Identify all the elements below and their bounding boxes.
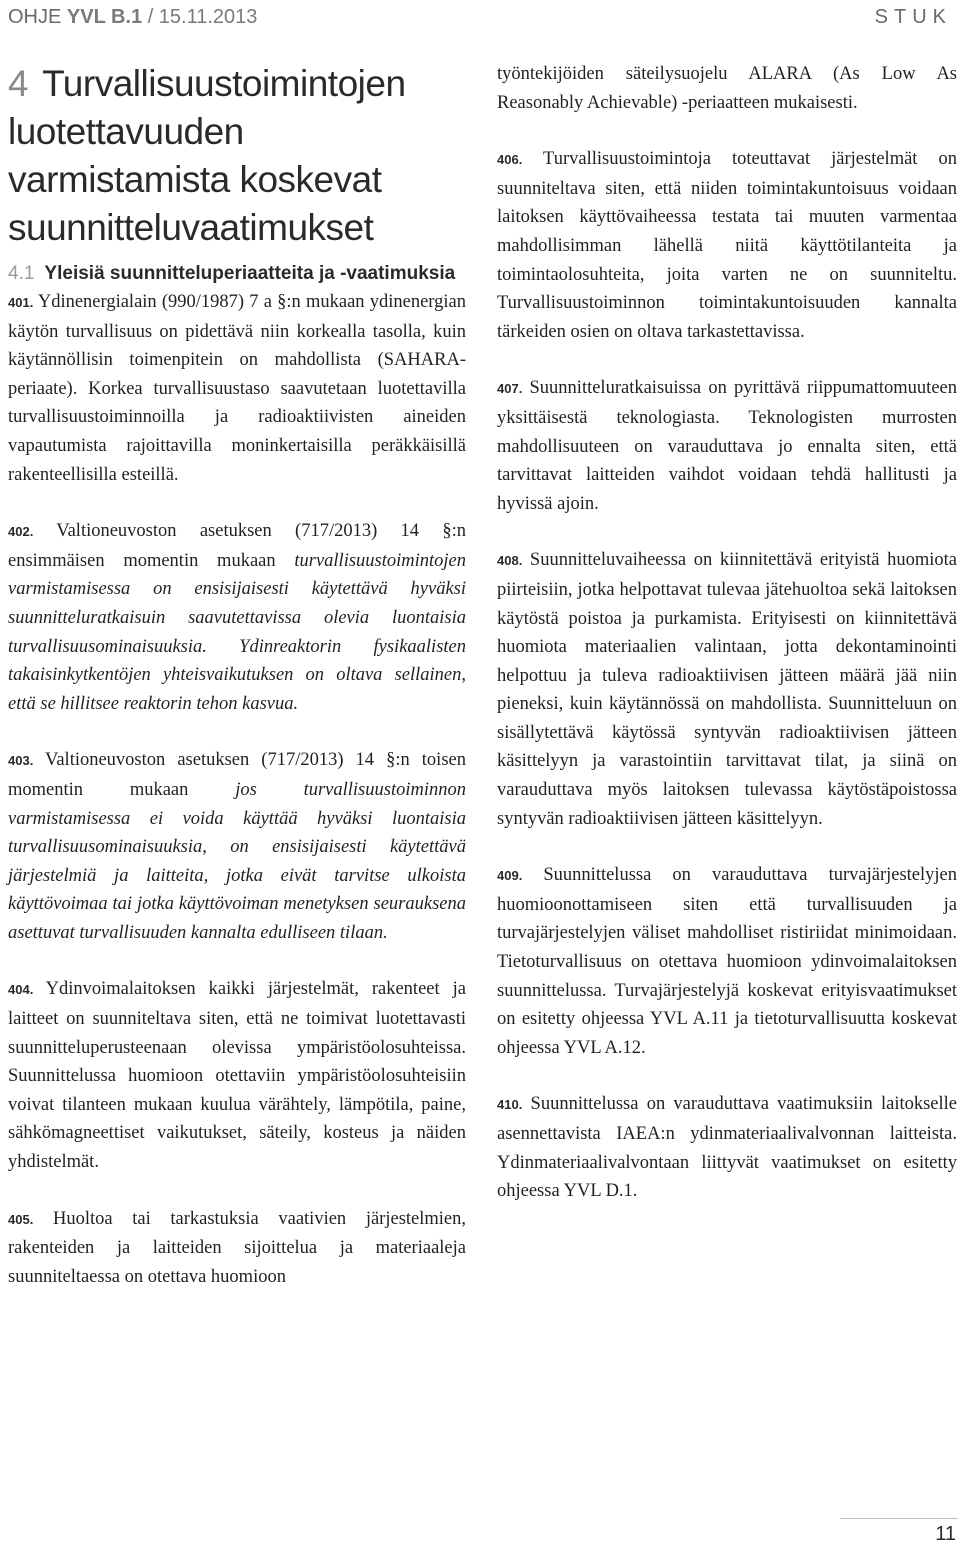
paragraph-407 [497, 374, 957, 518]
paragraph-text: Turvallisuustoimintoja toteuttavat järjestelmät on suunniteltava siten, että niiden toimintakuntoisuus voidaan laitoksen käyttövaiheessa testata tai muuten varmentaa mahdollisimman lähellä niitä käyttötilanteita ja toimintaolosuhteita, joita varten ne on suunniteltu. Turvallisuustoiminnon toimintakuntoisuuden kannalta tärkeiden osien on oltava tarkastettavissa. [497, 149, 957, 342]
guide-date: / 15.11.2013 [147, 6, 258, 28]
document-id [8, 2, 257, 32]
section-title: Yleisiä suunnitteluperiaatteita ja -vaatimuksia [44, 263, 456, 284]
paragraph-text: Suunnitteluratkaisuissa on pyrittävä riippumattomuuteen yksittäisestä teknologiasta. Teknologisten murrosten mahdollisuuteen on varauduttava jo ennalta siten, että tarvittavat laitteiden vaihdot voidaan tehdä hallitusti ja hyvissä ajoin. [497, 378, 957, 514]
paragraph-number: 408. [497, 553, 523, 569]
paragraph-number: 401. [8, 295, 34, 310]
page-number: 11 [840, 1518, 958, 1549]
guide-label: OHJE [8, 6, 62, 28]
paragraph-403 [8, 746, 466, 947]
paragraph-408 [497, 546, 957, 833]
paragraph-402 [8, 517, 466, 718]
chapter-title: Turvallisuustoimintojen luotettavuuden varmistamista koskevat suunnitteluvaatimukset [8, 63, 406, 248]
paragraph-text: Ydinenergialain (990/1987) 7 a §:n mukaan ydinenergian käytön turvallisuus on pidettävä niin korkealla tasolla, kuin käytännöllisin toimenpitein on mahdollista (SAHARA-periaate). Korkea turvallisuustaso saavutetaan luotettavilla turvallisuustoiminnoilla ja radioaktiivisten aineiden vapautumista rajoittavilla moninkertaisilla peräkkäisillä rakenteellisilla esteillä. [8, 292, 466, 485]
paragraph-406 [497, 145, 957, 346]
chapter-heading [8, 60, 466, 252]
paragraph-number: 404. [8, 982, 34, 998]
org-label: STUK [874, 6, 952, 28]
guide-code: YVL B.1 [66, 6, 143, 28]
paragraph-404 [8, 975, 466, 1176]
paragraph-number: 405. [8, 1211, 34, 1227]
section-number: 4.1 [8, 263, 35, 284]
paragraph-405 [8, 1205, 466, 1292]
paragraph-text: Suunnittelussa on varauduttava vaatimuksiin laitokselle asennettavista IAEA:n ydinmateriaalivalvonnan laitteista. Ydinmateriaalivalvontaan liittyvät vaatimukset on esitetty ohjeessa YVL D.1. [497, 1094, 958, 1202]
section-heading [8, 260, 466, 288]
paragraph-text: työntekijöiden säteilysuojelu ALARA (As Low As Reasonably Achievable) -periaatteen mukaisesti. [497, 64, 957, 113]
paragraph-number: 410. [497, 1097, 523, 1113]
paragraph-text: Ydinvoimalaitoksen kaikki järjestelmät, rakenteet ja laitteet on suunniteltava siten, että ne toimivat luotettavasti suunnitteluperusteenaan olevissa ympäristöolosuhteissa. Suunnittelussa huomioon otettaviin ympäristöolosuhteisiin voivat tilanteen mukaan kuulua värähtely, lämpötila, paine, sähkömagneettiset vaikutukset, säteily, kosteus ja näiden yhdistelmät. [8, 979, 466, 1173]
paragraph-number: 407. [497, 381, 523, 397]
chapter-number: 4 [8, 63, 29, 104]
page-header [8, 2, 952, 32]
paragraph-text: Huoltoa tai tarkastuksia vaativien järjestelmien, rakenteiden ja laitteiden sijoittelua ja materiaaleja suunniteltaessa on otettava huomioon [8, 1208, 466, 1287]
paragraph-text: Valtioneuvoston asetuksen (717/2013) 14 §:n toisen momentin mukaan [8, 750, 466, 800]
paragraph-quote: jos turvallisuustoiminnon varmistamisessa ei voida käyttää hyväksi luontaisia turvallisuusominaisuuksia, on ensisijaisesti käytettävä järjestelmiä ja laitteita, jotka eivät tarvitse ulkoista käyttövoimaa tai jotka käyttövoiman menetyksen seurauksena asettuvat turvallisuuden kannalta edulliseen tilaan. [8, 779, 466, 943]
paragraph-number: 402. [8, 524, 34, 540]
paragraph-quote: turvallisuustoimintojen varmistamisessa on ensisijaisesti käytettävä hyväksi suunnitteluratkaisuin saavutettavissa olevia luontaisia turvallisuusominaisuuksia. Ydinreaktorin fysikaalisten takaisinkytkentöjen yhteisvaikutuksen on oltava sellainen, että se hillitsee reaktorin tehon kasvua. [8, 550, 466, 714]
paragraph-text: Suunnittelussa on varauduttava turvajärjestelyjen huomioonottamiseen siten että turvallisuuden ja turvajärjestelyjen väliset mahdolliset ristiriidat minimoidaan. Tietoturvallisuus on otettava huomioon ydinvoimalaitoksen suunnittelussa. Turvajärjestelyjä koskevat erityisvaatimukset on esitetty ohjeessa YVL A.11 ja tietoturvallisuutta koskevat ohjeessa YVL A.12. [497, 865, 957, 1058]
paragraph-409 [497, 861, 957, 1062]
paragraph-401 [8, 288, 466, 489]
paragraph-410 [497, 1090, 957, 1205]
right-column [497, 60, 957, 1206]
paragraph-text: Valtioneuvoston asetuksen (717/2013) 14 §:n ensimmäisen momentin mukaan [8, 521, 466, 571]
paragraph-text: Suunnitteluvaiheessa on kiinnitettävä erityistä huomiota piirteisiin, jotka helpottavat tulevaa jätehuoltoa sekä laitoksen käytöstä poistoa ja purkamista. Erityisesti on kiinnitettävä huomiota materiaalien valintaan, jotta dekontaminointi helpottuu ja tuleva radioaktiivisen jätteen määrä jää niin pieneksi, kuin käytännössä on mahdollista. Suunnitteluun on sisällytettävä käytössä syntyvän radioaktiivisen jätteen käsittelyyn ja varastointiin tarvittavat tilat, ja siinä on varauduttava myös laitoksen tulevassa käytöstäpoistossa syntyvän radioaktiivisen jätteen käsittelyyn. [497, 550, 957, 829]
paragraph-number: 409. [497, 868, 523, 884]
paragraph-number: 406. [497, 152, 523, 168]
paragraph-405-continued [497, 60, 957, 117]
paragraph-number: 403. [8, 753, 34, 769]
left-column [8, 60, 466, 1291]
